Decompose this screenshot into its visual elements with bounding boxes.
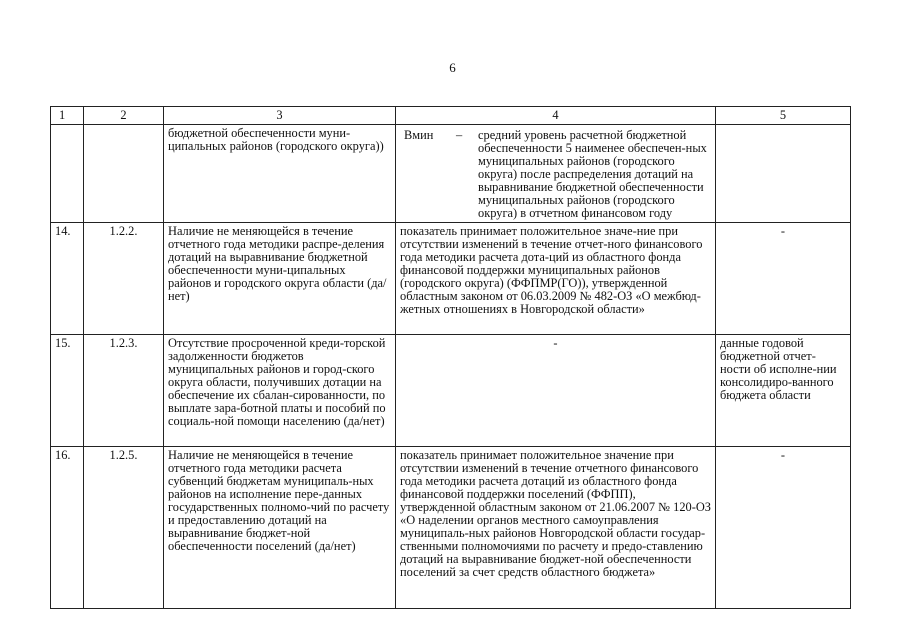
table-header-row [51,107,851,125]
table-row [51,335,851,447]
formula-definition: средний уровень расчетной бюджетной обеспеченности 5 наименее обеспечен-ных муниципальных районов (городского округа) после распределения дотаций на выравнивание бюджетной обеспеченности муниципальных районов (городского округа) в отчетном финансовом году [478,128,707,220]
cell-description: - [396,335,716,447]
column-header: 4 [396,107,716,125]
cell-description: показатель принимает положительное значение при отсутствии изменений в течение отчетного финансового года методики расчета дотаций из областного фонда финансовой поддержки поселений (ФФПП), утвержденной областным законом от 21.06.2007 № 120-ОЗ «О наделении органов местного самоуправления муниципаль-ных районов Новгородской области государ-ственными полномочиями по расчету и предо-ставлению дотаций на выравнивание бюджет-ной обеспеченности поселений за счет средств областного бюджета» [396,447,716,609]
column-header: 5 [716,107,851,125]
cell-source: - [716,223,851,335]
cell-code: 1.2.2. [84,223,164,335]
page-number: 6 [449,60,456,75]
column-header: 2 [84,107,164,125]
column-header: 1 [51,107,84,125]
cell-name: Отсутствие просроченной креди-торской задолженности бюджетов муниципальных районов и город-ского округа области, получивших дотации на обеспечение их сбалан-сированности, по выплате зара-ботной платы и пособий по социаль-ной помощи населению (да/нет) [164,335,396,447]
cell-name: Наличие не меняющейся в течение отчетного года методики распре-деления дотаций на выравнивание бюджетной обеспеченности муни-ципальных районов и городского округа области (да/нет) [164,223,396,335]
cell-number [51,125,84,223]
cell-name: бюджетной обеспеченности муни-ципальных районов (городского округа)) [164,125,396,223]
formula-symbol: Bмин [404,128,434,142]
table-row [51,447,851,609]
cell-number: 14. [51,223,84,335]
cell-code: 1.2.5. [84,447,164,609]
cell-code [84,125,164,223]
cell-description: показатель принимает положительное значе-ние при отсутствии изменений в течение отчет-ного финансового года методики расчета дота-ций из областного фонда финансовой поддержки муниципальных районов (городского округа) (ФФПМР(ГО)), утвержденной областным законом от 06.03.2009 № 482-ОЗ «О межбюд-жетных отношениях в Новгородской области» [396,223,716,335]
column-header: 3 [164,107,396,125]
cell-name: Наличие не меняющейся в течение отчетного года методики расчета субвенций бюджетам муниципаль-ных районов на исполнение пере-данных государственных полномо-чий по расчету и предоставлению дотаций на выравнивание бюджет-ной обеспеченности поселений (да/нет) [164,447,396,609]
table-row [51,223,851,335]
cell-number: 15. [51,335,84,447]
cell-source: - [716,447,851,609]
cell-code: 1.2.3. [84,335,164,447]
table-row [51,125,851,223]
cell-source [716,125,851,223]
indicators-table [50,106,851,609]
cell-number: 16. [51,447,84,609]
formula-dash: – [456,128,463,142]
cell-formula [396,125,716,223]
cell-source: данные годовой бюджетной отчет-ности об исполне-нии консолидиро-ванного бюджета области [716,335,851,447]
